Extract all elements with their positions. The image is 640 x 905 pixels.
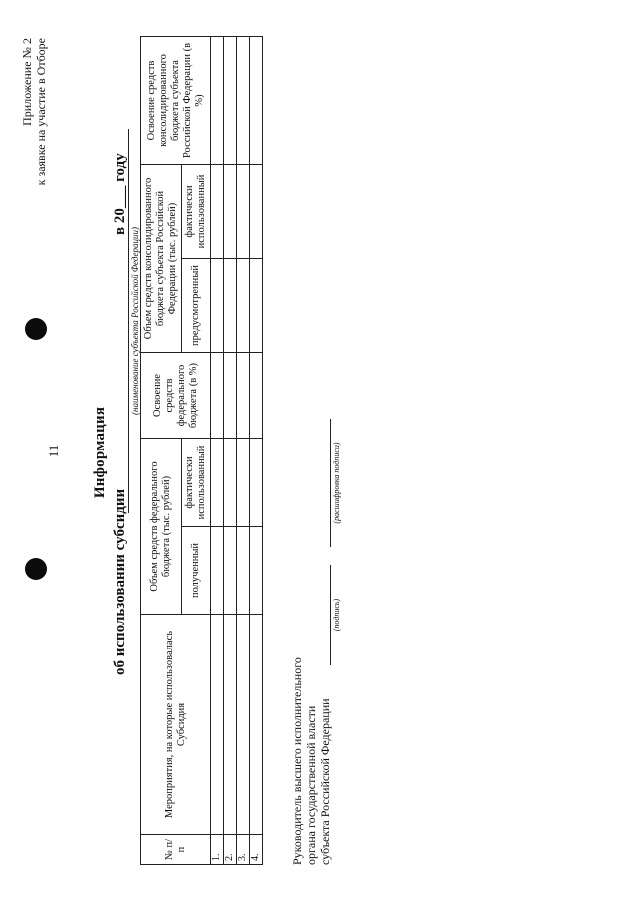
table-cell	[250, 353, 263, 439]
row-number: 2.	[224, 835, 237, 865]
table-cell	[224, 164, 237, 258]
table-cell	[211, 36, 224, 164]
table-cell	[237, 259, 250, 353]
signature-title-line-1: Руководитель высшего исполнительного	[290, 657, 304, 865]
table-cell	[250, 164, 263, 258]
table-cell	[224, 353, 237, 439]
header-num: № п/п	[141, 835, 211, 865]
table-cell	[237, 353, 250, 439]
table-cell	[237, 527, 250, 615]
signature-line	[330, 565, 331, 665]
header-received: полученный	[182, 527, 211, 615]
table-cell	[250, 36, 263, 164]
signature-decode-line	[330, 419, 331, 547]
table-cell	[250, 439, 263, 527]
table-cell	[250, 259, 263, 353]
subsidy-table	[140, 36, 263, 865]
subtitle-year: в 20___ году	[112, 153, 128, 235]
row-number: 1.	[211, 835, 224, 865]
table-cell	[224, 615, 237, 835]
signature-title-line-2: органа государственной власти	[304, 705, 318, 865]
header-measures: Мероприятия, на которые использовалась Субсидия	[141, 615, 211, 835]
table-cell	[211, 259, 224, 353]
appendix-header	[20, 38, 48, 298]
subtitle-left: об использовании субсидии	[112, 488, 128, 675]
table-cell	[211, 353, 224, 439]
header-federal-mastering: Освоение средств федерального бюджета (в %)	[141, 353, 211, 439]
table-cell	[211, 439, 224, 527]
page-number: 11	[46, 444, 61, 458]
table-cell	[224, 439, 237, 527]
table-cell	[250, 615, 263, 835]
appendix-line-1: Приложение № 2	[20, 38, 34, 126]
table-cell	[237, 439, 250, 527]
table-cell	[237, 615, 250, 835]
appendix-line-2: к заявке на участие в Отборе	[34, 38, 48, 186]
table-cell	[211, 164, 224, 258]
signature-decode-caption: (расшифровка подписи)	[332, 442, 341, 524]
signature-block	[290, 657, 332, 865]
table-cell	[237, 36, 250, 164]
table-cell	[224, 527, 237, 615]
header-actually-used-consolidated: фактически использованный	[182, 164, 211, 258]
signature-title-line-3: субъекта Российской Федерации	[318, 698, 332, 865]
header-consolidated-volume: Объем средств консолидированного бюджета субъекта Российской Федерации (тыс. рублей)	[141, 164, 182, 352]
document-title: Информация	[92, 406, 108, 499]
table-cell	[211, 615, 224, 835]
table-cell	[224, 259, 237, 353]
header-planned: предусмотренный	[182, 259, 211, 353]
table-row	[237, 36, 250, 864]
subject-name-caption: (наименование субъекта Российской Федерации)	[130, 227, 140, 416]
row-number: 4.	[250, 835, 263, 865]
header-federal-volume: Объем средств федерального бюджета (тыс. рублей)	[141, 439, 182, 615]
table-row	[224, 36, 237, 864]
header-actually-used-federal: фактически использованный	[182, 439, 211, 527]
table-cell	[250, 527, 263, 615]
table-row	[211, 36, 224, 864]
table-row	[250, 36, 263, 864]
header-consolidated-mastering: Освоение средств консолидированного бюджета субъекта Российской Федерации (в %)	[141, 36, 211, 164]
table-cell	[211, 527, 224, 615]
signature-caption: (подпись)	[332, 598, 341, 632]
table-cell	[224, 36, 237, 164]
table-cell	[237, 164, 250, 258]
row-number: 3.	[237, 835, 250, 865]
